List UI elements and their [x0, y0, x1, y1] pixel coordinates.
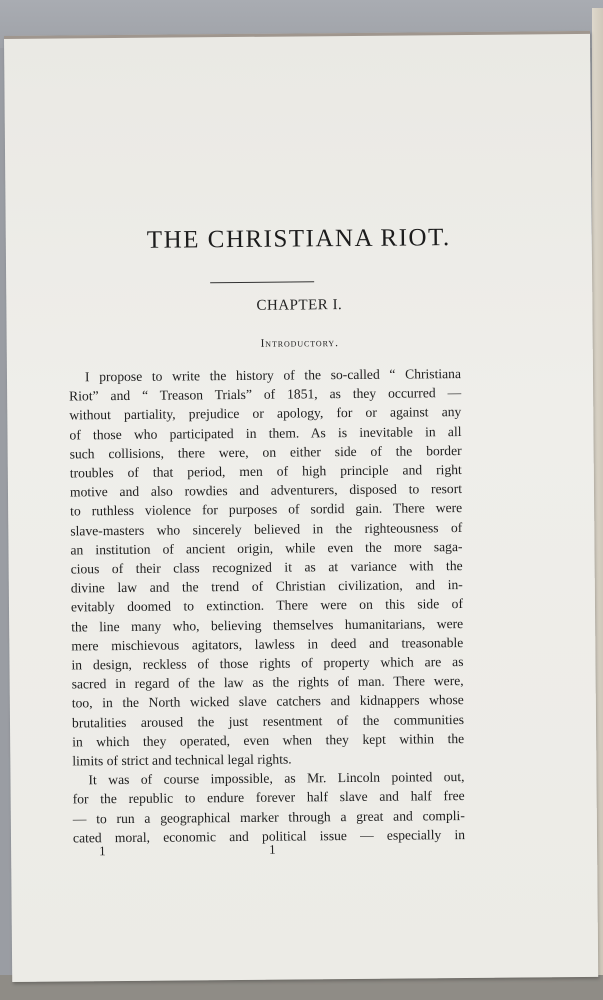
- text-line: mere mischievous agitators, lawless in deed and treasonable: [71, 634, 464, 654]
- text-line: slave-masters who sincerely believed in the righteousness of: [70, 519, 463, 539]
- document-page: [4, 31, 598, 982]
- paragraph-2: [72, 767, 465, 847]
- paragraph-1: [69, 364, 465, 771]
- text-line: motive and also rowdies and adventurers, disposed to resort: [69, 481, 463, 500]
- text-line: for the republic to endure forever half slave and half free: [72, 788, 465, 807]
- text-line: too, in the North wicked slave catchers and kidnappers whose: [71, 692, 464, 711]
- body-text: [69, 364, 465, 847]
- chapter-heading: CHAPTER I.: [256, 297, 343, 314]
- text-line: to ruthless violence for purposes of sordid gain. There were: [70, 500, 463, 519]
- page-content: [4, 31, 598, 982]
- text-line: the line many who, believing themselves humanitarians, were: [71, 615, 464, 635]
- text-line: cated moral, economic and political issue — especially in: [72, 826, 466, 846]
- text-line: cious of their class recognized it as at variance with the: [70, 558, 463, 577]
- text-line: without partiality, prejudice or apology, for or against any: [69, 404, 462, 423]
- chapter-subtitle: Introductory.: [260, 337, 339, 350]
- title-rule: [210, 281, 314, 283]
- document-title: THE CHRISTIANA RIOT.: [146, 224, 451, 254]
- text-line: Riot” and “ Treason Trials” of 1851, as they occurred —: [69, 385, 462, 404]
- text-line: brutalities aroused the just resentment of the communities: [71, 711, 465, 731]
- text-line: sacred in regard of the law as the rights of man. There were,: [71, 673, 464, 692]
- text-line: evitably doomed to extinction. There were on this side of: [70, 596, 464, 615]
- text-line: It was of course impossible, as Mr. Lincoln pointed out,: [88, 769, 465, 788]
- text-line: an institution of ancient origin, while even the more saga-: [70, 538, 463, 558]
- text-line: — to run a geographical marker through a great and compli-: [72, 807, 465, 827]
- text-line: divine law and the trend of Christian civilization, and in-: [70, 577, 463, 596]
- text-line: I propose to write the history of the so-called “ Christiana: [84, 366, 462, 385]
- text-line: troubles of that period, men of high principle and right: [69, 462, 462, 481]
- page-number-center: 1: [269, 841, 276, 857]
- text-line: such collisions, there were, on either side of the border: [69, 442, 462, 462]
- text-line: of those who participated in them. As is inevitable in all: [69, 423, 462, 443]
- page-number-left: 1: [99, 843, 106, 859]
- text-line: in which they operated, even when they kept within the: [72, 730, 465, 750]
- text-line: in design, reckless of those rights of property which are as: [71, 654, 464, 673]
- text-line: limits of strict and technical legal rights.: [72, 751, 292, 769]
